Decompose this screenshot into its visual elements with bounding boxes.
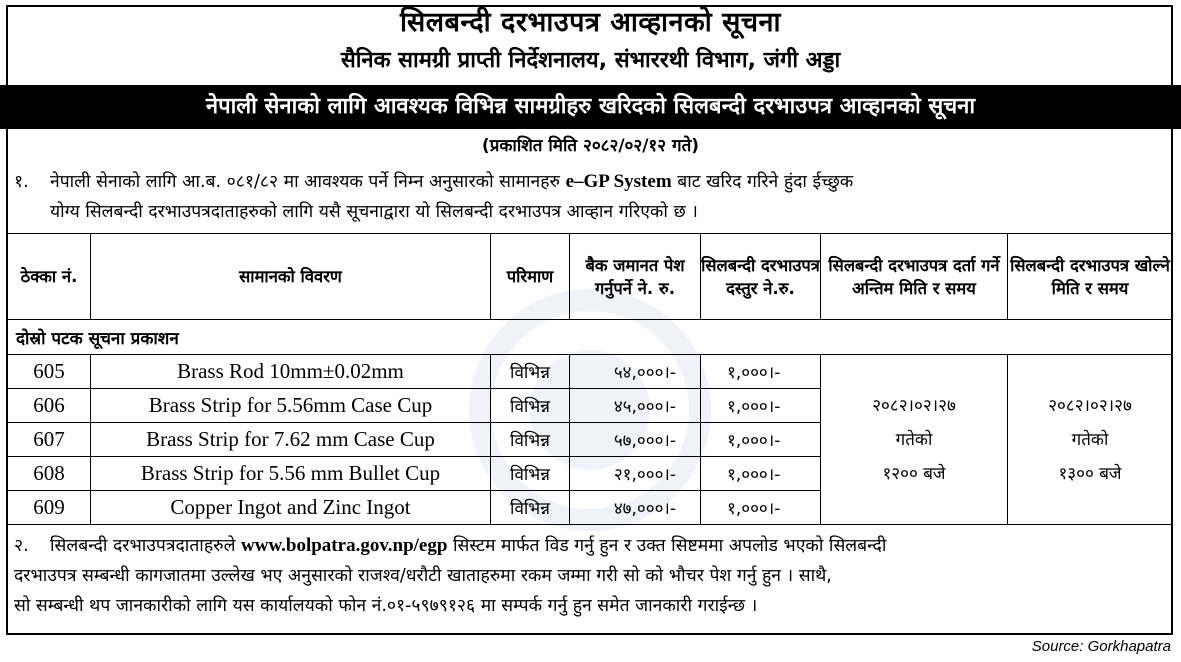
table-header-row: [8, 234, 1173, 320]
paragraph-2-text-after: सिस्टम मार्फत विड गर्नु हुन र उक्त सिष्टममा अपलोड भएको सिलबन्दी: [453, 536, 887, 556]
bank-guarantee: ४७,०००।-: [570, 491, 701, 525]
table-row: [8, 355, 1173, 389]
bank-guarantee: ५४,०००।-: [570, 355, 701, 389]
paragraph-1-text: नेपाली सेनाको लागि आ.ब. ०८१/८२ मा आवश्यक पर्ने निम्न अनुसारको सामानहरु: [50, 172, 560, 192]
header-quantity: परिमाण: [491, 234, 570, 320]
opening-date: २०८२।०२।२७: [1048, 395, 1132, 416]
contract-no: 609: [8, 491, 91, 525]
paragraph-2-text: सिलबन्दी दरभाउपत्रदाताहरुले: [50, 536, 236, 556]
tender-table: [7, 233, 1173, 525]
header-bid-fee: सिलबन्दी दरभाउपत्र दस्तुर ने.रु.: [701, 234, 821, 320]
opening-suffix: गतेको: [1071, 429, 1109, 450]
bid-fee: १,०००।-: [701, 457, 821, 491]
paragraph-1-number: १.: [14, 172, 29, 192]
header-description: सामानको विवरण: [91, 234, 491, 320]
contract-no: 608: [8, 457, 91, 491]
bank-guarantee: २१,०००।-: [570, 457, 701, 491]
item-quantity: विभिन्न: [491, 389, 570, 423]
item-quantity: विभिन्न: [491, 355, 570, 389]
bid-fee: १,०००।-: [701, 491, 821, 525]
item-description: Brass Rod 10mm±0.02mm: [91, 355, 491, 389]
paragraph-1-line2: योग्य सिलबन्दी दरभाउपत्रदाताहरुको लागि यसै सूचनाद्वारा यो सिलबन्दी दरभाउपत्र आव्हान गरिएको छ ।: [50, 202, 698, 222]
opening-time: १३०० बजे: [1058, 463, 1122, 484]
paragraph-2-line2: दरभाउपत्र सम्बन्धी कागजातमा उल्लेख भए अनुसारको राजश्व/धरौटी खाताहरुमा रकम जम्मा गरी सो को भौचर पेश गर्नु हुन । साथै,: [14, 566, 832, 586]
bid-fee: १,०००।-: [701, 355, 821, 389]
contract-no: 605: [8, 355, 91, 389]
submission-time: १२०० बजे: [882, 463, 946, 484]
item-description: Brass Strip for 7.62 mm Case Cup: [91, 423, 491, 457]
notice-label-row: [8, 320, 1173, 355]
item-quantity: विभिन्न: [491, 491, 570, 525]
item-description: Brass Strip for 5.56 mm Bullet Cup: [91, 457, 491, 491]
item-quantity: विभिन्न: [491, 423, 570, 457]
notice-banner: नेपाली सेनाको लागि आवश्यक विभिन्न सामग्रीहरु खरिदको सिलबन्दी दरभाउपत्र आव्हानको सूचना: [0, 85, 1181, 129]
bolpatra-link[interactable]: www.bolpatra.gov.np/egp: [241, 535, 448, 556]
submission-suffix: गतेको: [895, 429, 933, 450]
notice-title: सिलबन्दी दरभाउपत्र आव्हानको सूचना: [399, 7, 782, 38]
header-bank-guarantee: बैक जमानत पेश गर्नुपर्ने ने. रु.: [570, 234, 701, 320]
paragraph-2-number: २.: [14, 536, 29, 556]
office-name: सैनिक सामग्री प्राप्ती निर्देशनालय, संभाररथी विभाग, जंगी अड्डा: [340, 48, 841, 73]
bid-fee: १,०००।-: [701, 423, 821, 457]
source-credit: Source: Gorkhapatra: [1031, 638, 1171, 655]
item-description: Copper Ingot and Zinc Ingot: [91, 491, 491, 525]
opening-time-cell: [1008, 355, 1173, 525]
header-opening-time: सिलबन्दी दरभाउपत्र खोल्ने मिति र समय: [1008, 234, 1173, 320]
contract-no: 607: [8, 423, 91, 457]
published-date: (प्रकाशित मिति २०८२/०२/१२ गते): [481, 136, 700, 156]
egp-system-name: e–GP System: [565, 171, 672, 192]
bank-guarantee: ४५,०००।-: [570, 389, 701, 423]
contract-no: 606: [8, 389, 91, 423]
header-submission-deadline: सिलबन्दी दरभाउपत्र दर्ता गर्ने अन्तिम मिति र समय: [821, 234, 1008, 320]
paragraph-1: [14, 167, 1154, 227]
paragraph-2: [14, 531, 1154, 621]
bank-guarantee: ५७,०००।-: [570, 423, 701, 457]
submission-deadline-cell: [821, 355, 1008, 525]
second-notice-label: दोस्रो पटक सूचना प्रकाशन: [8, 320, 1173, 355]
item-quantity: विभिन्न: [491, 457, 570, 491]
submission-date: २०८२।०२।२७: [872, 395, 956, 416]
bid-fee: १,०००।-: [701, 389, 821, 423]
header-contract-no: ठेक्का नं.: [8, 234, 91, 320]
item-description: Brass Strip for 5.56mm Case Cup: [91, 389, 491, 423]
paragraph-1-text-after: बाट खरिद गरिने हुंदा ईच्छुक: [677, 172, 854, 192]
paragraph-2-line3: सो सम्बन्धी थप जानकारीको लागि यस कार्यालयको फोन नं.०१-५९७९१२६ मा सम्पर्क गर्नु हुन समेत जानकारी गराईन्छ ।: [14, 596, 758, 616]
